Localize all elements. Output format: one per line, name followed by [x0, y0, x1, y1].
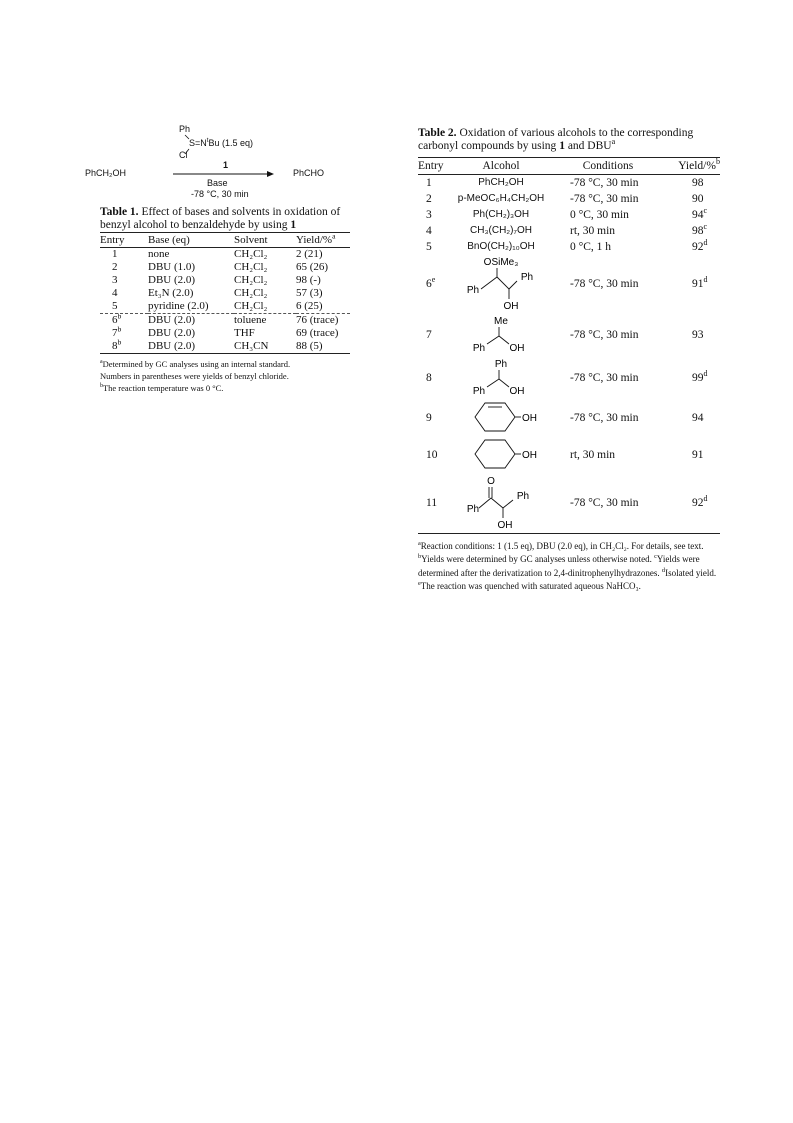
scheme-reactant: PhCH₂OH: [85, 168, 127, 178]
cell-conditions: rt, 30 min: [570, 449, 616, 461]
yield-value: 92: [692, 240, 704, 253]
bond-line: [503, 500, 513, 508]
table-row: [100, 261, 350, 274]
cell-base: DBU (2.0): [148, 327, 196, 339]
atom-label: Ph: [494, 358, 508, 370]
yield-footnote-mark: d: [703, 494, 708, 504]
reaction-scheme: [85, 122, 355, 208]
scheme-cl-label: Cl: [179, 150, 188, 160]
cell-base: pyridine (2.0): [148, 300, 209, 312]
yield-footnote-mark: d: [703, 237, 708, 247]
bond-line: [491, 498, 503, 508]
alcohol-name: BnO(CH₂)₁₀OH: [467, 241, 535, 252]
cell-base: DBU (2.0): [148, 340, 234, 354]
cell-entry: [418, 207, 446, 223]
cell-alcohol: [446, 191, 556, 207]
cell-yield: [660, 223, 720, 239]
scheme-sulfur: $S=N^tBu$ (1.5 eq): [189, 137, 254, 148]
entry-number: 4: [112, 287, 118, 299]
cell-yield: [660, 474, 720, 534]
cell-yield: [660, 207, 720, 223]
cell-solvent: toluene: [234, 314, 296, 328]
entry-number: 8: [426, 372, 432, 384]
cell-alcohol: [446, 175, 556, 191]
footnote: [418, 581, 641, 591]
atom-label: OH: [497, 519, 513, 530]
bond-line: [479, 498, 491, 508]
bond-line: [487, 336, 499, 344]
cell-alcohol: [446, 474, 556, 534]
cell-yield: 69 (trace): [296, 327, 339, 339]
atom-label: OH: [509, 385, 525, 397]
cell-entry: [100, 324, 148, 340]
yield-footnote-mark: d: [703, 275, 708, 285]
table-2-header-yield: Yield/%$^b$: [660, 158, 720, 175]
yield-value: 91: [692, 278, 704, 290]
cell-conditions: -78 °C, 30 min: [570, 192, 639, 205]
atom-label: Me: [494, 315, 508, 327]
cell-alcohol: [446, 207, 556, 223]
cell-entry: [100, 311, 148, 328]
table-1-footnotes: [100, 358, 350, 394]
table-row: [418, 400, 720, 437]
footnote-mark: d: [661, 566, 666, 574]
atom-label: OH: [522, 449, 537, 461]
table-1-caption: Table 1. Effect of bases and solvents in oxidation of benzyl alcohol to benzaldehyde by using 1: [100, 206, 341, 231]
yield-value: 99: [692, 372, 704, 384]
atom-label: OH: [503, 300, 519, 311]
cell-yield: [660, 314, 720, 357]
table-row: [100, 314, 350, 328]
cell-solvent: CH₂Cl₂: [234, 287, 268, 299]
table-row: [418, 474, 720, 534]
atom-label: Ph: [472, 385, 486, 397]
cell-alcohol: [446, 357, 556, 400]
atom-label: Ph: [466, 284, 480, 296]
table-row: [418, 437, 720, 474]
footnote: [662, 568, 716, 578]
yield-footnote-mark: c: [703, 205, 708, 215]
entry-number: 7: [426, 329, 432, 341]
entry-number: 4: [426, 224, 432, 237]
atom-label: O: [487, 475, 495, 487]
cell-alcohol: [446, 223, 556, 239]
cell-entry: [100, 300, 148, 314]
footnote: [100, 358, 350, 370]
cell-yield: [660, 400, 720, 437]
alcohol-name: CH₃(CH₂)₇OH: [470, 225, 532, 236]
cell-entry: [418, 400, 446, 437]
entry-number: 10: [426, 449, 438, 461]
alcohol-name: PhCH₂OH: [478, 177, 524, 189]
cell-entry: [418, 175, 446, 191]
entry-number: 6: [426, 278, 432, 290]
atom-label: OH: [522, 412, 537, 424]
table-1-header-entry: Entry: [100, 233, 148, 248]
cell-base: DBU (2.0): [148, 314, 234, 328]
table-row: [418, 175, 720, 191]
table-2: [418, 127, 720, 594]
cell-yield: 88 (5): [296, 340, 350, 354]
entry-number: 1: [426, 176, 432, 189]
cell-entry: [418, 437, 446, 474]
structure-diagram: [451, 400, 551, 434]
structure-diagram: [451, 357, 551, 397]
table-1-header-solvent: Solvent: [234, 233, 296, 248]
cell-yield: [660, 191, 720, 207]
entry-number: 6: [112, 314, 118, 326]
cell-entry: [100, 337, 148, 354]
cell-alcohol: [446, 437, 556, 474]
atom-label: Ph: [472, 342, 486, 354]
structure-diagram: [451, 255, 551, 311]
table-row: [100, 300, 350, 314]
footnote: [418, 541, 704, 551]
table-row: [418, 255, 720, 314]
cell-base: DBU (2.0): [148, 274, 196, 286]
cell-entry: [100, 274, 148, 287]
cell-yield: 6 (25): [296, 300, 323, 312]
entry-number: 3: [426, 208, 432, 221]
cell-entry: [418, 474, 446, 534]
table-1-header-base: Base (eq): [148, 233, 234, 248]
cell-conditions: -78 °C, 30 min: [570, 278, 639, 290]
entry-footnote-mark: e: [431, 275, 436, 285]
table-2-header-alcohol: Alcohol: [446, 158, 556, 175]
footnote-text: Reaction conditions: 1 (1.5 eq), DBU (2.0 eq), in CH₂Cl₂. For details, see text.: [420, 540, 704, 551]
footnote-text: Numbers in parentheses were yields of benzyl chloride.: [100, 371, 289, 381]
entry-footnote-mark: b: [117, 311, 122, 321]
scheme-ph-label: Ph: [179, 124, 191, 134]
yield-footnote-mark: c: [703, 221, 708, 231]
cell-entry: [100, 248, 148, 262]
entry-number: 2: [112, 261, 118, 273]
cell-conditions: -78 °C, 30 min: [570, 176, 639, 189]
entry-footnote-mark: b: [117, 324, 122, 334]
cell-yield: 2 (21): [296, 248, 323, 260]
cell-conditions: -78 °C, 30 min: [570, 497, 639, 509]
cell-entry: [418, 314, 446, 357]
bond-line: [509, 281, 517, 289]
atom-label: Ph: [516, 490, 530, 502]
entry-number: 9: [426, 412, 432, 424]
atom-label: OSiMe₃: [483, 256, 519, 268]
table-2-caption: Table 2. Oxidation of various alcohols to the corresponding carbonyl compounds by using 1 and DBU$^a$: [418, 127, 694, 152]
cell-conditions: -78 °C, 30 min: [570, 372, 639, 384]
atom-label: Ph: [466, 503, 480, 515]
entry-number: 5: [426, 240, 432, 253]
bond-line: [487, 379, 499, 387]
structure-diagram: [451, 314, 551, 354]
table-row: [100, 287, 350, 300]
table-2-grid: [418, 157, 720, 534]
cell-solvent: CH₃CN: [234, 340, 296, 354]
footnote-mark: a: [418, 539, 421, 547]
cell-solvent: CH₂Cl₂: [234, 248, 268, 260]
entry-number: 1: [112, 248, 118, 260]
cell-alcohol: [446, 255, 556, 314]
table-row: [100, 274, 350, 287]
footnote-text: The reaction was quenched with saturated aqueous NaHCO₃.: [420, 581, 641, 591]
alcohol-name: Ph(CH₂)₃OH: [472, 209, 530, 220]
table-row: [418, 314, 720, 357]
cell-entry: [418, 239, 446, 255]
table-row: [418, 223, 720, 239]
yield-value: 94: [692, 208, 704, 221]
cell-base: none: [148, 248, 170, 260]
scheme-conditions: -78 °C, 30 min: [191, 189, 249, 199]
footnote-text: The reaction temperature was 0 °C.: [102, 383, 224, 393]
bond-line: [499, 379, 509, 387]
footnote-mark: c: [654, 553, 657, 560]
cell-solvent: CH₂Cl₂: [234, 300, 268, 312]
cell-yield: 98 (-): [296, 274, 321, 286]
yield-value: 93: [692, 329, 704, 341]
footnote: [418, 554, 652, 564]
table-row: [418, 239, 720, 255]
atom-label: Ph: [520, 271, 534, 283]
cell-alcohol: [446, 400, 556, 437]
scheme-reagent-number: 1: [223, 160, 229, 170]
cell-entry: [100, 287, 148, 300]
alcohol-name: p-MeOC₆H₄CH₂OH: [457, 193, 545, 204]
yield-value: 90: [692, 192, 704, 205]
cell-base: DBU (1.0): [148, 261, 196, 273]
cell-conditions: rt, 30 min: [570, 224, 616, 237]
cell-conditions: 0 °C, 30 min: [570, 208, 629, 221]
ring: [475, 440, 515, 468]
table-row: [418, 191, 720, 207]
table-row: [100, 327, 350, 340]
cell-solvent: CH₂Cl₂: [234, 261, 268, 273]
yield-value: 98: [692, 176, 704, 189]
cell-solvent: CH₂Cl₂: [234, 274, 268, 286]
scheme-base: Base: [207, 178, 228, 188]
footnote-mark: e: [418, 580, 421, 587]
bond-line: [481, 277, 497, 289]
yield-value: 91: [692, 449, 704, 461]
cell-conditions: -78 °C, 30 min: [570, 329, 639, 341]
cell-yield: [660, 255, 720, 314]
cell-yield: [660, 437, 720, 474]
cell-solvent: THF: [234, 327, 255, 339]
footnote: [100, 382, 350, 394]
entry-number: 3: [112, 274, 118, 286]
cell-entry: [418, 223, 446, 239]
entry-number: 2: [426, 192, 432, 205]
footnote-mark: b: [100, 383, 103, 390]
entry-footnote-mark: b: [117, 337, 122, 347]
table-row: [418, 357, 720, 400]
bond-line: [497, 277, 509, 289]
footnote-mark: b: [418, 553, 422, 560]
footnote: [100, 370, 350, 382]
cell-base: Et₃N (2.0): [148, 287, 194, 299]
cell-entry: [418, 191, 446, 207]
cell-conditions: -78 °C, 30 min: [570, 412, 639, 424]
entry-number: 7: [112, 327, 118, 339]
yield-value: 92: [692, 497, 704, 509]
cell-yield: 65 (26): [296, 261, 329, 273]
footnote-text: Yields were determined after the derivatization to 2,4-dinitrophenylhydrazones.: [418, 554, 700, 578]
cell-entry: [418, 357, 446, 400]
cell-yield: 57 (3): [296, 287, 323, 299]
cell-entry: [418, 255, 446, 314]
cell-entry: [100, 261, 148, 274]
table-2-footnotes: [418, 540, 720, 594]
table-2-header-conditions: Conditions: [556, 158, 660, 175]
cell-yield: [660, 357, 720, 400]
entry-number: 8: [112, 340, 118, 352]
cell-alcohol: [446, 239, 556, 255]
cell-yield: [660, 175, 720, 191]
scheme-product: PhCHO: [293, 168, 325, 178]
cell-conditions: 0 °C, 1 h: [570, 240, 612, 253]
table-2-header-entry: Entry: [418, 158, 446, 175]
entry-number: 11: [426, 497, 438, 509]
footnote-text: Determined by GC analyses using an internal standard.: [102, 359, 291, 369]
footnote-text: Yields were determined by GC analyses unless otherwise noted.: [421, 554, 652, 564]
table-1-header-yield: Yield/%$^a$: [296, 233, 350, 248]
bond-line: [499, 336, 509, 344]
table-1-grid: [100, 232, 350, 354]
atom-label: OH: [509, 342, 525, 354]
yield-value: 98: [692, 224, 704, 237]
footnote-text: Isolated yield.: [665, 567, 717, 578]
structure-diagram: [451, 474, 551, 530]
structure-diagram: [451, 437, 551, 471]
table-row: [100, 340, 350, 354]
entry-number: 5: [112, 300, 118, 312]
table-row: [418, 207, 720, 223]
cell-yield: [660, 239, 720, 255]
yield-footnote-mark: d: [703, 369, 708, 379]
cell-alcohol: [446, 314, 556, 357]
footnote-mark: a: [100, 359, 103, 366]
cell-yield: 76 (trace): [296, 314, 350, 328]
yield-value: 94: [692, 412, 704, 424]
table-1: [100, 206, 350, 394]
table-row: [100, 248, 350, 262]
